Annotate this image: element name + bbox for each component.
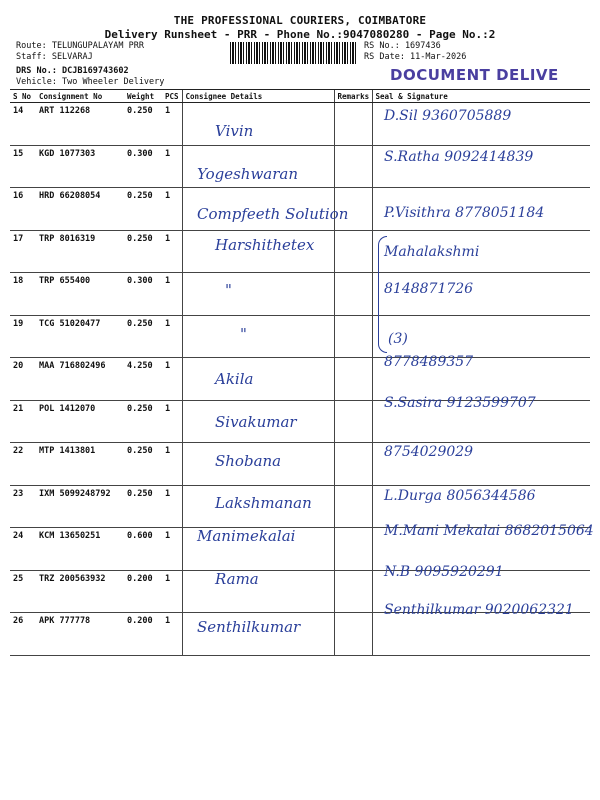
row-remarks-cell: [334, 315, 372, 358]
row-sno: 21: [10, 400, 36, 443]
row-consignment-no: ART 112268: [36, 103, 124, 146]
row-consignment-no: TRP 8016319: [36, 230, 124, 273]
rs-date: RS Date: 11-Mar-2026: [364, 51, 467, 62]
route-line: Route: TELUNGUPALAYAM PRR: [16, 41, 144, 51]
row-pcs: 1: [162, 103, 182, 146]
row-remarks-cell: [334, 570, 372, 613]
col-header-remarks: Remarks: [334, 90, 372, 103]
receiver-signature: S.Sasira 9123599707: [384, 395, 536, 412]
row-weight: 0.200: [124, 570, 162, 613]
receiver-signature: 8754029029: [384, 444, 474, 461]
row-consignment-no: POL 1412070: [36, 400, 124, 443]
row-sno: 20: [10, 358, 36, 401]
row-pcs: 1: [162, 358, 182, 401]
row-consignment-no: HRD 66208054: [36, 188, 124, 231]
consignee-handwritten-name: Shobana: [215, 452, 282, 471]
row-sno: 23: [10, 485, 36, 528]
vehicle-line: Vehicle: Two Wheeler Delivery: [16, 76, 165, 87]
route-info: [16, 41, 164, 87]
row-sno: 15: [10, 145, 36, 188]
drs-line: DRS No.: DCJB169743602: [16, 66, 129, 76]
row-pcs: 1: [162, 273, 182, 316]
row-weight: 0.250: [124, 230, 162, 273]
row-signature-cell: [372, 613, 590, 656]
row-pcs: 1: [162, 400, 182, 443]
row-remarks-cell: [334, 613, 372, 656]
consignee-handwritten-name: ": [240, 324, 247, 343]
row-weight: 0.250: [124, 315, 162, 358]
row-consignment-no: IXM 5099248792: [36, 485, 124, 528]
receiver-signature: L.Durga 8056344586: [384, 487, 536, 504]
table-row: [10, 443, 590, 486]
barcode-image: [230, 42, 358, 64]
row-pcs: 1: [162, 485, 182, 528]
col-header-consignee: Consignee Details: [182, 90, 334, 103]
row-consignment-no: APK 777778: [36, 613, 124, 656]
rs-info: [364, 41, 466, 62]
receiver-signature: (3): [388, 330, 408, 347]
consignee-handwritten-name: Harshithetex: [215, 235, 315, 254]
row-consignment-no: TRZ 200563932: [36, 570, 124, 613]
row-consignment-no: MAA 716802496: [36, 358, 124, 401]
row-sno: 14: [10, 103, 36, 146]
receiver-signature: Mahalakshmi: [384, 243, 480, 260]
row-sno: 17: [10, 230, 36, 273]
consignee-handwritten-name: Compfeeth Solution: [197, 204, 349, 223]
row-remarks-cell: [334, 230, 372, 273]
table-row: [10, 315, 590, 358]
row-weight: 0.250: [124, 188, 162, 231]
row-pcs: 1: [162, 613, 182, 656]
consignee-handwritten-name: Akila: [215, 369, 254, 388]
row-remarks-cell: [334, 400, 372, 443]
row-sno: 22: [10, 443, 36, 486]
row-weight: 0.300: [124, 145, 162, 188]
receiver-signature: Senthilkumar 9020062321: [384, 601, 574, 618]
row-consignment-no: KCM 13650251: [36, 528, 124, 571]
consignee-handwritten-name: Lakshmanan: [215, 493, 312, 512]
col-header-pcs: PCS: [162, 90, 182, 103]
row-consignment-no: MTP 1413801: [36, 443, 124, 486]
row-consignment-no: TCG 51020477: [36, 315, 124, 358]
row-consignee-cell: [182, 315, 334, 358]
row-pcs: 1: [162, 188, 182, 231]
consignee-handwritten-name: Senthilkumar: [197, 617, 301, 636]
rs-number: RS No.: 1697436: [364, 41, 441, 51]
row-pcs: 1: [162, 570, 182, 613]
consignee-handwritten-name: ": [225, 281, 232, 300]
row-sno: 19: [10, 315, 36, 358]
row-weight: 0.250: [124, 400, 162, 443]
col-header-consignment: Consignment No: [36, 90, 124, 103]
receiver-signature: D.Sil 9360705889: [384, 108, 512, 124]
grouping-brace: [378, 236, 387, 353]
consignee-handwritten-name: Yogeshwaran: [197, 165, 299, 184]
row-remarks-cell: [334, 145, 372, 188]
row-remarks-cell: [334, 273, 372, 316]
col-header-weight: Weight: [124, 90, 162, 103]
row-pcs: 1: [162, 145, 182, 188]
row-pcs: 1: [162, 528, 182, 571]
row-remarks-cell: [334, 443, 372, 486]
row-weight: 0.250: [124, 443, 162, 486]
row-remarks-cell: [334, 485, 372, 528]
row-weight: 0.250: [124, 485, 162, 528]
runsheet-subtitle: Delivery Runsheet - PRR - Phone No.:9047080280 - Page No.:2: [104, 28, 496, 41]
consignee-handwritten-name: Sivakumar: [215, 413, 297, 432]
row-sno: 16: [10, 188, 36, 231]
row-remarks-cell: [334, 358, 372, 401]
receiver-signature: S.Ratha 9092414839: [384, 149, 534, 166]
company-title: THE PROFESSIONAL COURIERS, COIMBATORE: [173, 14, 427, 27]
table-header-row: [10, 90, 590, 103]
row-consignee-cell: [182, 103, 334, 146]
row-remarks-cell: [334, 528, 372, 571]
consignee-handwritten-name: Rama: [215, 570, 259, 589]
receiver-signature: P.Visithra 8778051184: [384, 204, 545, 221]
row-sno: 18: [10, 273, 36, 316]
row-consignee-cell: [182, 273, 334, 316]
table-row: [10, 273, 590, 316]
row-weight: 4.250: [124, 358, 162, 401]
row-sno: 24: [10, 528, 36, 571]
receiver-signature: 8148871726: [384, 281, 474, 298]
row-consignment-no: TRP 655400: [36, 273, 124, 316]
row-sno: 26: [10, 613, 36, 656]
row-consignment-no: KGD 1077303: [36, 145, 124, 188]
receiver-signature: N.B 9095920291: [384, 564, 504, 581]
consignee-handwritten-name: Manimekalai: [197, 527, 296, 545]
staff-line: Staff: SELVARAJ: [16, 51, 93, 62]
row-remarks-cell: [334, 103, 372, 146]
row-pcs: 1: [162, 443, 182, 486]
col-header-signature: Seal & Signature: [372, 90, 590, 103]
table-row: [10, 358, 590, 401]
row-weight: 0.250: [124, 103, 162, 146]
document-delivered-stamp: DOCUMENT DELIVE: [390, 66, 559, 84]
row-sno: 25: [10, 570, 36, 613]
consignee-handwritten-name: Vivin: [215, 122, 254, 140]
row-weight: 0.300: [124, 273, 162, 316]
row-weight: 0.600: [124, 528, 162, 571]
row-pcs: 1: [162, 315, 182, 358]
row-pcs: 1: [162, 230, 182, 273]
row-weight: 0.200: [124, 613, 162, 656]
row-consignee-cell: [182, 358, 334, 401]
receiver-signature: 8778489357: [384, 353, 474, 370]
col-header-sno: S No: [10, 90, 36, 103]
receiver-signature: M.Mani Mekalai 8682015064: [384, 523, 594, 539]
